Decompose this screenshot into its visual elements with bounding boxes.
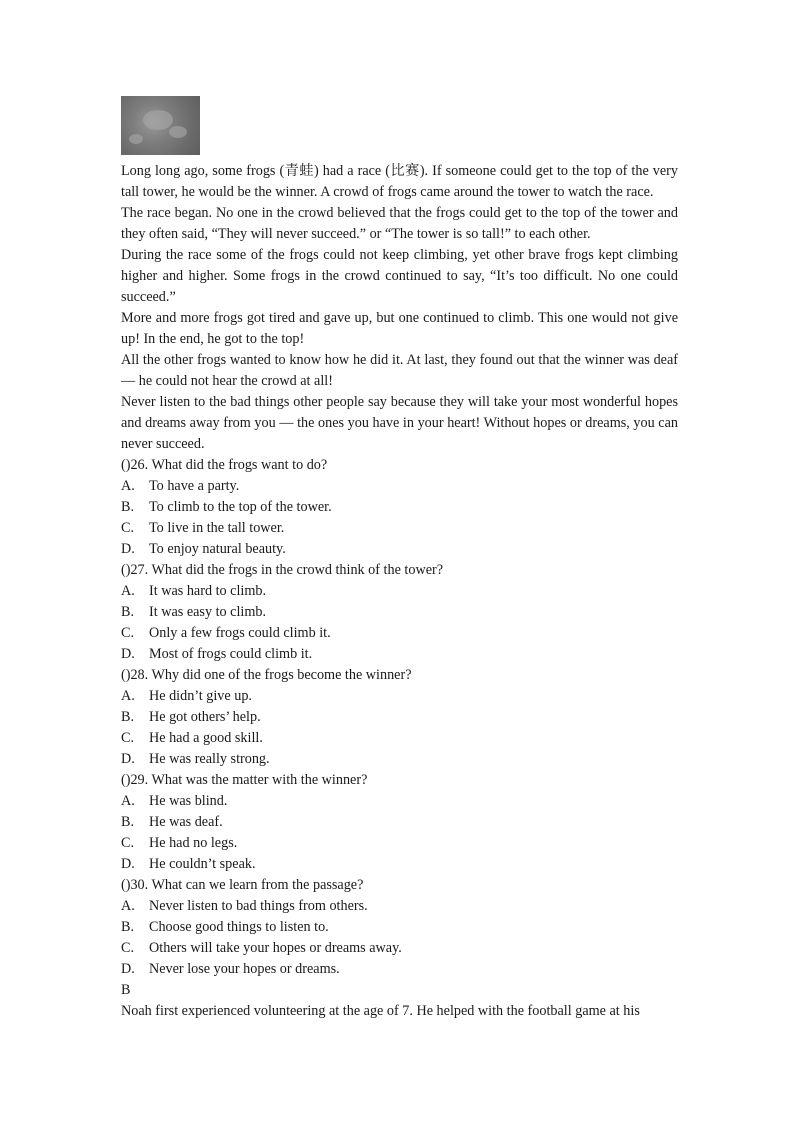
- question-stem: ()27. What did the frogs in the crowd think of the tower?: [121, 562, 444, 578]
- question-27: [121, 560, 678, 665]
- option-text: To enjoy natural beauty.: [149, 541, 286, 557]
- option-text: Only a few frogs could climb it.: [149, 625, 331, 641]
- option-letter: A.: [121, 688, 135, 704]
- option-letter: A.: [121, 898, 135, 914]
- option-b: [121, 917, 678, 938]
- option-text: He was blind.: [149, 793, 228, 809]
- option-letter: C.: [121, 625, 135, 641]
- frog-photo: [121, 96, 200, 155]
- option-b: [121, 707, 678, 728]
- option-text: He didn’t give up.: [149, 688, 252, 704]
- option-letter: B.: [121, 919, 135, 935]
- passage-paragraph-1: Long long ago, some frogs (青蛙) had a race (比赛). If someone could get to the top of the very tall tower, he would be the winner. A crowd of frogs came around the tower to watch the race.: [121, 163, 678, 200]
- option-c: [121, 728, 678, 749]
- option-text: He had no legs.: [149, 835, 238, 851]
- passage-paragraph-3: During the race some of the frogs could not keep climbing, yet other brave frogs kept climbing higher and higher. Some frogs in the crowd continued to say, “It’s too difficult. No one could succeed.”: [121, 247, 678, 305]
- option-letter: D.: [121, 961, 135, 977]
- option-d: [121, 854, 678, 875]
- option-text: To climb to the top of the tower.: [149, 499, 332, 515]
- option-a: [121, 896, 678, 917]
- passage-paragraph-5: All the other frogs wanted to know how he did it. At last, they found out that the winner was deaf — he could not hear the crowd at all!: [121, 352, 678, 389]
- option-letter: B.: [121, 814, 135, 830]
- option-letter: A.: [121, 793, 135, 809]
- question-30: [121, 875, 678, 980]
- option-letter: A.: [121, 478, 135, 494]
- option-text: He couldn’t speak.: [149, 856, 256, 872]
- option-letter: A.: [121, 583, 135, 599]
- option-letter: B.: [121, 499, 135, 515]
- passage-paragraph-2: The race began. No one in the crowd believed that the frogs could get to the top of the tower and they often said, “They will never succeed.” or “The tower is so tall!” to each other.: [121, 205, 678, 242]
- option-text: Most of frogs could climb it.: [149, 646, 313, 662]
- question-stem: ()26. What did the frogs want to do?: [121, 457, 328, 473]
- option-letter: B.: [121, 709, 135, 725]
- option-letter: C.: [121, 835, 135, 851]
- option-letter: C.: [121, 730, 135, 746]
- option-a: [121, 686, 678, 707]
- option-d: [121, 539, 678, 560]
- option-b: [121, 812, 678, 833]
- option-c: [121, 938, 678, 959]
- option-letter: D.: [121, 856, 135, 872]
- option-d: [121, 644, 678, 665]
- option-a: [121, 791, 678, 812]
- option-letter: C.: [121, 940, 135, 956]
- option-letter: D.: [121, 646, 135, 662]
- option-a: [121, 581, 678, 602]
- section-b-paragraph: Noah first experienced volunteering at the age of 7. He helped with the football game at his: [121, 1003, 640, 1019]
- passage-paragraph-6: Never listen to the bad things other people say because they will take your most wonderful hopes and dreams away from you — the ones you have in your heart! Without hopes or dreams, you can never succeed.: [121, 394, 678, 452]
- passage-paragraph-4: More and more frogs got tired and gave up, but one continued to climb. This one would not give up! In the end, he got to the top!: [121, 310, 678, 347]
- section-b-heading: B: [121, 982, 131, 998]
- option-a: [121, 476, 678, 497]
- option-text: Never lose your hopes or dreams.: [149, 961, 340, 977]
- option-b: [121, 497, 678, 518]
- question-28: [121, 665, 678, 770]
- question-stem: ()29. What was the matter with the winner?: [121, 772, 368, 788]
- option-letter: C.: [121, 520, 135, 536]
- option-text: It was easy to climb.: [149, 604, 267, 620]
- option-text: Never listen to bad things from others.: [149, 898, 368, 914]
- option-text: It was hard to climb.: [149, 583, 267, 599]
- question-26: [121, 455, 678, 560]
- question-29: [121, 770, 678, 875]
- option-text: Choose good things to listen to.: [149, 919, 329, 935]
- option-d: [121, 749, 678, 770]
- option-text: He got others’ help.: [149, 709, 261, 725]
- option-text: He was deaf.: [149, 814, 223, 830]
- option-c: [121, 833, 678, 854]
- option-letter: D.: [121, 751, 135, 767]
- option-text: Others will take your hopes or dreams away.: [149, 940, 402, 956]
- option-d: [121, 959, 678, 980]
- option-letter: D.: [121, 541, 135, 557]
- option-text: To live in the tall tower.: [149, 520, 285, 536]
- option-b: [121, 602, 678, 623]
- option-letter: B.: [121, 604, 135, 620]
- option-c: [121, 623, 678, 644]
- option-text: To have a party.: [149, 478, 240, 494]
- document-page: [121, 96, 678, 1022]
- option-text: He was really strong.: [149, 751, 270, 767]
- question-stem: ()30. What can we learn from the passage?: [121, 877, 364, 893]
- option-text: He had a good skill.: [149, 730, 263, 746]
- question-stem: ()28. Why did one of the frogs become the winner?: [121, 667, 412, 683]
- option-c: [121, 518, 678, 539]
